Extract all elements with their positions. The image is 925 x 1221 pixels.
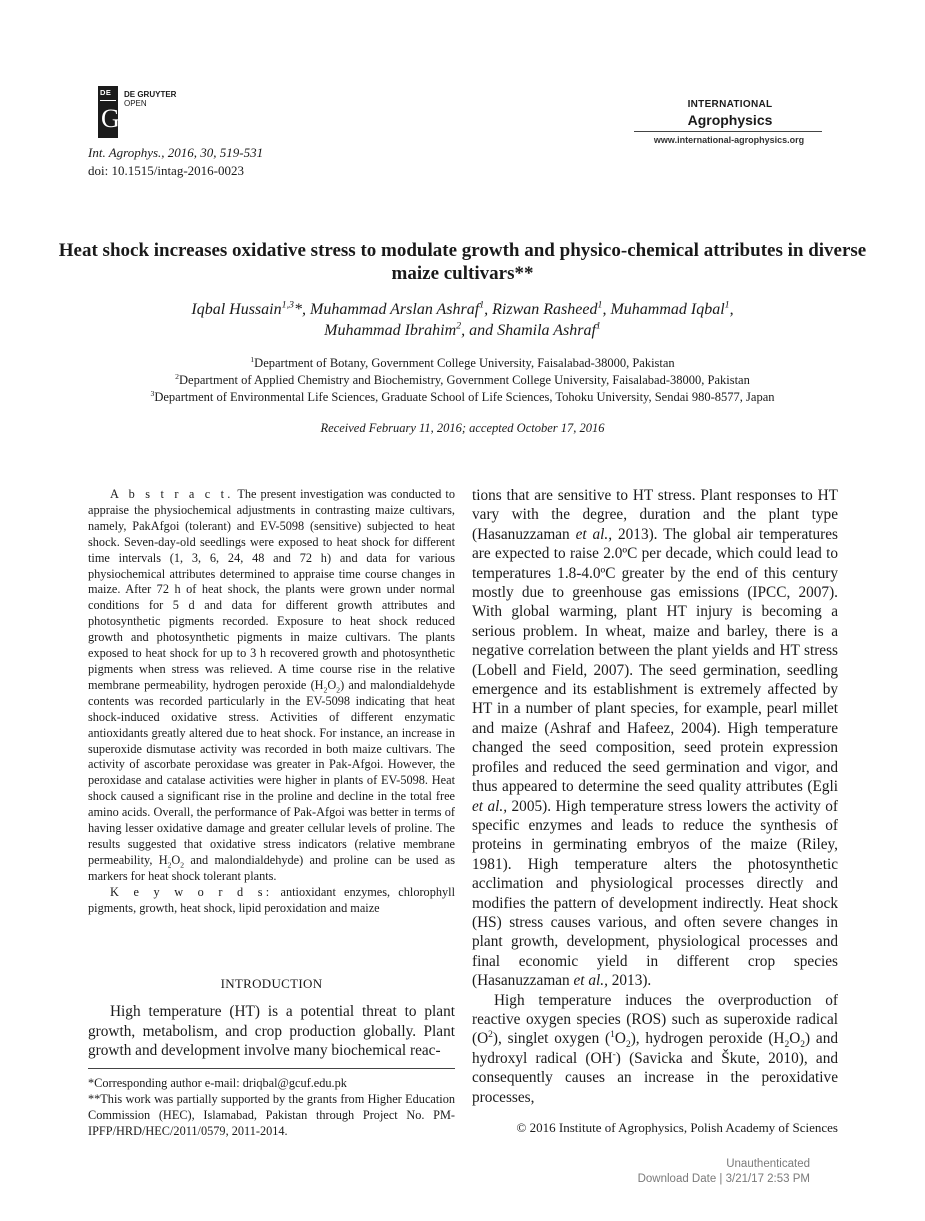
intro-paragraph: High temperature (HT) is a potential threat to plant growth, metabolism, and crop production globally. Plant growth and development involve many biochemical reac- <box>88 1003 455 1059</box>
publisher-title: DE GRUYTER <box>124 90 177 99</box>
journal-citation: Int. Agrophys., 2016, 30, 519-531 <box>88 145 264 160</box>
abstract <box>88 487 455 916</box>
abstract-paragraph: A b s t r a c t. The present investigation was conducted to appraise the physiochemical adjustments in contrasting maize cultivars, namely, PakAfgoi (tolerant) and EV-5098 (sensitive) subjected to heat shock. Seven-day-old seedlings were exposed to heat shock for different time intervals (1, 3, 6, 24, 48 and 72 h) and data for various physiochemical attributes determined to appraise time course changes in maize. After 72 h of heat shock, the plants were grown under normal conditions for 5 d and data for different growth attributes and photosynthetic pigments recorded. Exposure to heat shock reduced growth and photosynthetic pigments in maize cultivars. The plants exposed to heat shock for up to 3 h recovered growth and photosynthetic pigments when stress was relieved. A time course rise in the relative membrane permeability, hydrogen peroxide $(H_2O_2)$ and malondialdehyde contents was recorded particularly in the EV-5098 indicating that heat shock-induced oxidative stress. Activities of different enzymatic antioxidants greatly altered due to heat shock. For instance, an increase in superoxide dismutase activity was recorded in both maize cultivars. The activity of ascorbate peroxidase was greater in Pak-Afgoi. However, the peroxidase and catalase activities were higher in plants of EV-5098. Heat shock caused a significant rise in the proline and decline in the total free amino acids. Overall, the performance of Pak-Afgoi was better in terms of having lesser oxidative damage and greater cellular levels of proline. The results suggested that oxidative stress indicators (relative membrane permeability, $H_2O_2$ and malondialdehyde) and proline can be used as markers for heat shock tolerant plants. <box>88 487 456 883</box>
journal-url[interactable]: www.international-agrophysics.org <box>653 135 805 145</box>
funding-note: **This work was partially supported by the grants from Higher Education Commission (HEC), Islamabad, Pakistan through Project No. PM-IPFP/HRD/HEC/2011/0579, 2011-2014. <box>88 1092 455 1138</box>
affiliation: $^1$Department of Botany, Government College University, Faisalabad-38000, Pakistan <box>250 354 675 370</box>
body-paragraph: High temperature induces the overproduction of reactive oxygen species (ROS) such as superoxide radical $(O^2)$, singlet oxygen $(^1O_2)$, hydrogen peroxide $(H_2O_2)$ and hydroxyl radical (OH-) (Savicka and Škute, 2010), and consequently causes an increase in the peroxidative processes, <box>472 991 839 1106</box>
affiliations <box>40 355 885 406</box>
footnote-divider <box>88 1068 455 1069</box>
affiliation: $^2$Department of Applied Chemistry and Biochemistry, Government College University, Faisalabad-38000, Pakistan <box>175 371 750 387</box>
abstract-label: A b s t r a c t. <box>110 487 234 501</box>
author-list: Iqbal Hussain$^{1,3}$*, Muhammad Arslan Ashraf$^1$, Rizwan Rasheed$^1$, Muhammad Iqbal$^1$, Muhammad Ibrahim$^2$, and Shamila Ashraf$^1$ <box>191 299 734 339</box>
journal-logo-name: Agrophysics <box>687 112 773 128</box>
keywords-label: K e y w o r d s: <box>110 884 273 899</box>
doi[interactable]: doi: 10.1515/intag-2016-0023 <box>88 163 244 178</box>
publisher-sub: OPEN <box>124 99 147 108</box>
author-name: Muhammad Ibrahim <box>324 322 457 339</box>
corresponding-author-note: *Corresponding author e-mail: driqbal@gcuf.edu.pk <box>88 1076 347 1090</box>
author-name: Shamila Ashraf <box>497 322 596 339</box>
body-paragraph: tions that are sensitive to HT stress. Plant responses to HT vary with the degree, duration and the plant type (Hasanuzzaman et al., 2013). The global air temperatures are expected to raise 2.0ºC per decade, which could lead to temperatures 1.8-4.0ºC greater by the end of this century mostly due to greenhouse gas emissions (IPCC, 2007). With global warming, plant HT injury is becoming a serious problem. In wheat, maize and barley, there is a negative correlation between the plant yields and HT stress (Lobell and Field, 2007). The seed germination, seedling emergence and its establishment is extremely affected by HT in a number of plant species, for example, pearl millet and maize (Ashraf and Hafeez, 2004). High temperature changed the seed composition, seed protein expression profiles and reduced the seed germination and vigor, and thus appeared to determine the seed quality attributes (Egli et al., 2005). High temperature stress lowers the activity of specific enzymes and leads to reduce the synthesis of proteins in germinating embryos of the maize (Riley, 1981). High temperature alters the photosynthetic acclimation and physiological processes directly and modifies the pattern of development indirectly. Heat shock (HS) stress causes various, and often severe changes in plant growth, development, physiological processes and final economic yield in different crop species (Hasanuzzaman et al., 2013). <box>472 487 838 990</box>
publisher-name <box>124 90 176 108</box>
footnotes <box>88 1075 455 1139</box>
de-gruyter-logo <box>98 86 118 138</box>
keywords: K e y w o r d s: antioxidant enzymes, chlorophyll pigments, growth, heat shock, lipid peroxidation and maize <box>88 884 455 915</box>
logo-g-letter: G <box>101 104 120 133</box>
journal-logo-rule <box>634 131 822 132</box>
author-name: Muhammad Iqbal <box>610 301 725 318</box>
right-column-text <box>472 486 838 1107</box>
author-name: Iqbal Hussain <box>191 301 282 318</box>
affiliation: $^3$Department of Environmental Life Sciences, Graduate School of Life Sciences, Tohoku University, Sendai 980-8577, Japan <box>150 388 775 404</box>
section-heading-introduction: INTRODUCTION <box>220 976 323 991</box>
watermark-line: Download Date | 3/21/17 2:53 PM <box>637 1173 810 1185</box>
author-name: Rizwan Rasheed <box>492 301 598 318</box>
introduction-text <box>88 1002 455 1061</box>
download-watermark <box>560 1157 810 1187</box>
logo-divider <box>100 100 116 101</box>
paper-title: Heat shock increases oxidative stress to modulate growth and physico-chemical attributes in diverse maize cultivars** <box>58 240 867 284</box>
watermark-line: Unauthenticated <box>726 1158 810 1170</box>
citation-block <box>88 144 263 180</box>
received-dates: Received February 11, 2016; accepted October 17, 2016 <box>320 421 605 435</box>
journal-logo-top: INTERNATIONAL <box>687 99 773 110</box>
author-name: Muhammad Arslan Ashraf <box>310 301 480 318</box>
copyright-notice: © 2016 Institute of Agrophysics, Polish Academy of Sciences <box>516 1120 838 1135</box>
logo-de-text: DE <box>100 88 112 97</box>
